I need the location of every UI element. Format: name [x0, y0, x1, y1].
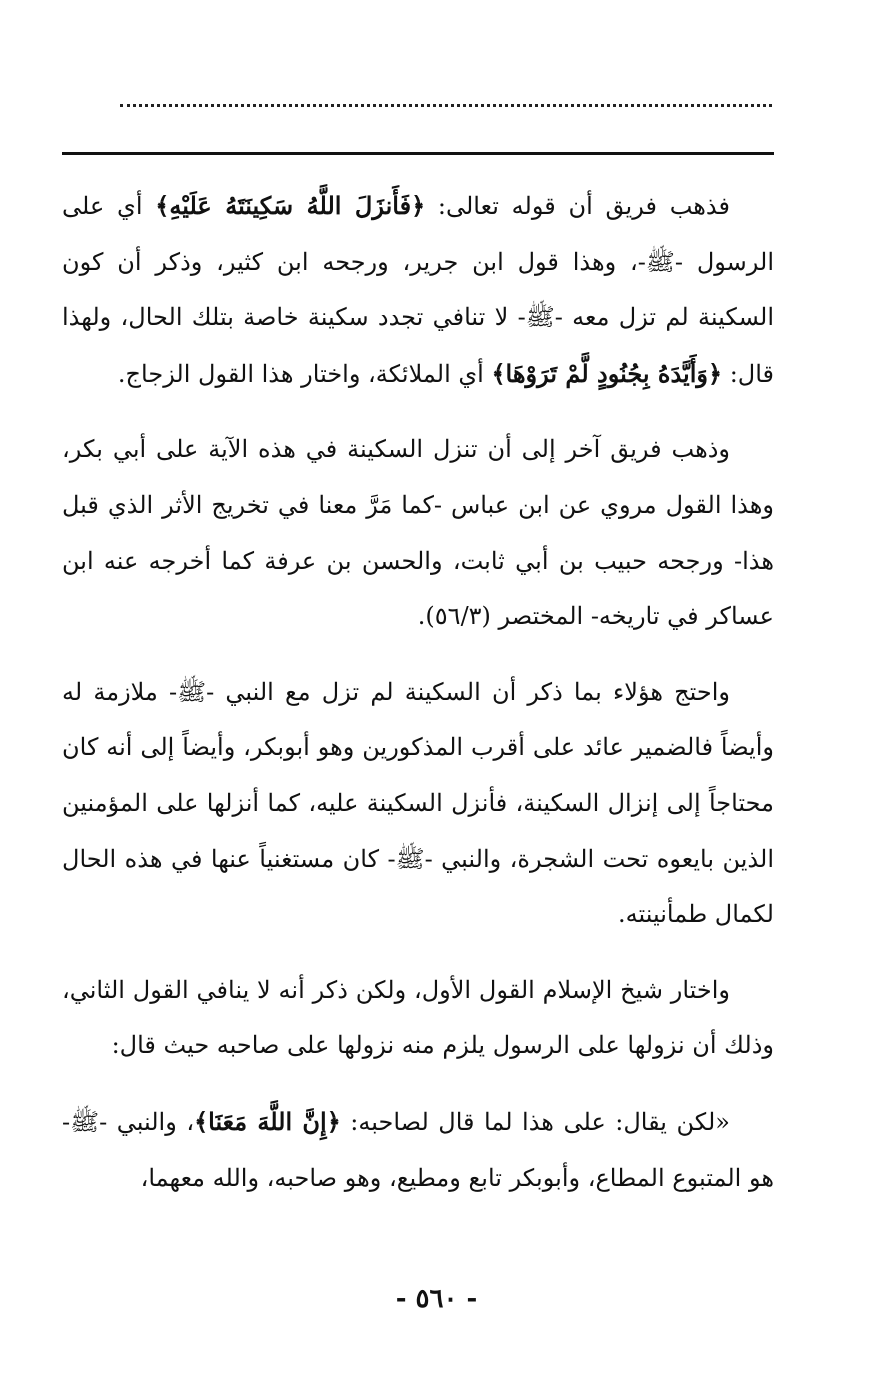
- paragraph-3: واحتج هؤلاء بما ذكر أن السكينة لم تزل مع النبي -ﷺ- ملازمة له وأيضاً فالضمير عائد على أقرب المذكورين وهو أبوبكر، وأيضاً إلى أنه كان محتاجاً إلى إنزال السكينة، فأنزل السكينة عليه، كما أنزلها على المؤمنين الذين بايعوه تحت الشجرة، والنبي -ﷺ- كان مستغنياً عنها في هذه الحال لكمال طمأنينته.: [62, 677, 774, 929]
- header-rule: [62, 152, 774, 155]
- paragraph-5: «لكن يقال: على هذا لما قال لصاحبه: ﴿إِنَّ اللَّهَ مَعَنَا﴾، والنبي -ﷺ- هو المتبوع المطاع، وأبوبكر تابع ومطيع، وهو صاحبه، والله معهما،: [62, 1106, 774, 1192]
- quran-verse: ﴿وَأَيَّدَهُ بِجُنُودٍ لَّمْ تَرَوْهَا﴾: [491, 358, 723, 388]
- quran-verse: ﴿إِنَّ اللَّهَ مَعَنَا﴾: [194, 1106, 341, 1136]
- body-text: [62, 178, 774, 1206]
- dotted-separator: [120, 104, 772, 107]
- paragraph-2: وذهب فريق آخر إلى أن تنزل السكينة في هذه الآية على أبي بكر، وهذا القول مروي عن ابن عباس -كما مَرَّ معنا في تخريج الأثر الذي قبل هذا- ورجحه حبيب بن أبي ثابت، والحسن بن عرفة كما أخرجه عنه ابن عساكر في تاريخه- المختصر (٥٦/٣).: [62, 435, 774, 631]
- quran-verse: ﴿فَأَنزَلَ اللَّهُ سَكِينَتَهُ عَلَيْهِ﴾: [155, 191, 426, 220]
- page-number: - ٥٦٠ -: [395, 1284, 478, 1314]
- paragraph-1: فذهب فريق أن قوله تعالى: ﴿فَأَنزَلَ اللَّهُ سَكِينَتَهُ عَلَيْهِ﴾ أي على الرسول -ﷺ-، وهذا قول ابن جرير، ورجحه ابن كثير، وذكر أن كون السكينة لم تزل معه -ﷺ- لا تنافي تجدد سكينة خاصة بتلك الحال، ولهذا قال: ﴿وَأَيَّدَهُ بِجُنُودٍ لَّمْ تَرَوْهَا﴾ أي الملائكة، واختار هذا القول الزجاج.: [62, 191, 774, 388]
- paragraph-4: واختار شيخ الإسلام القول الأول، ولكن ذكر أنه لا ينافي القول الثاني، وذلك أن نزولها على الرسول يلزم منه نزولها على صاحبه حيث قال:: [62, 975, 774, 1060]
